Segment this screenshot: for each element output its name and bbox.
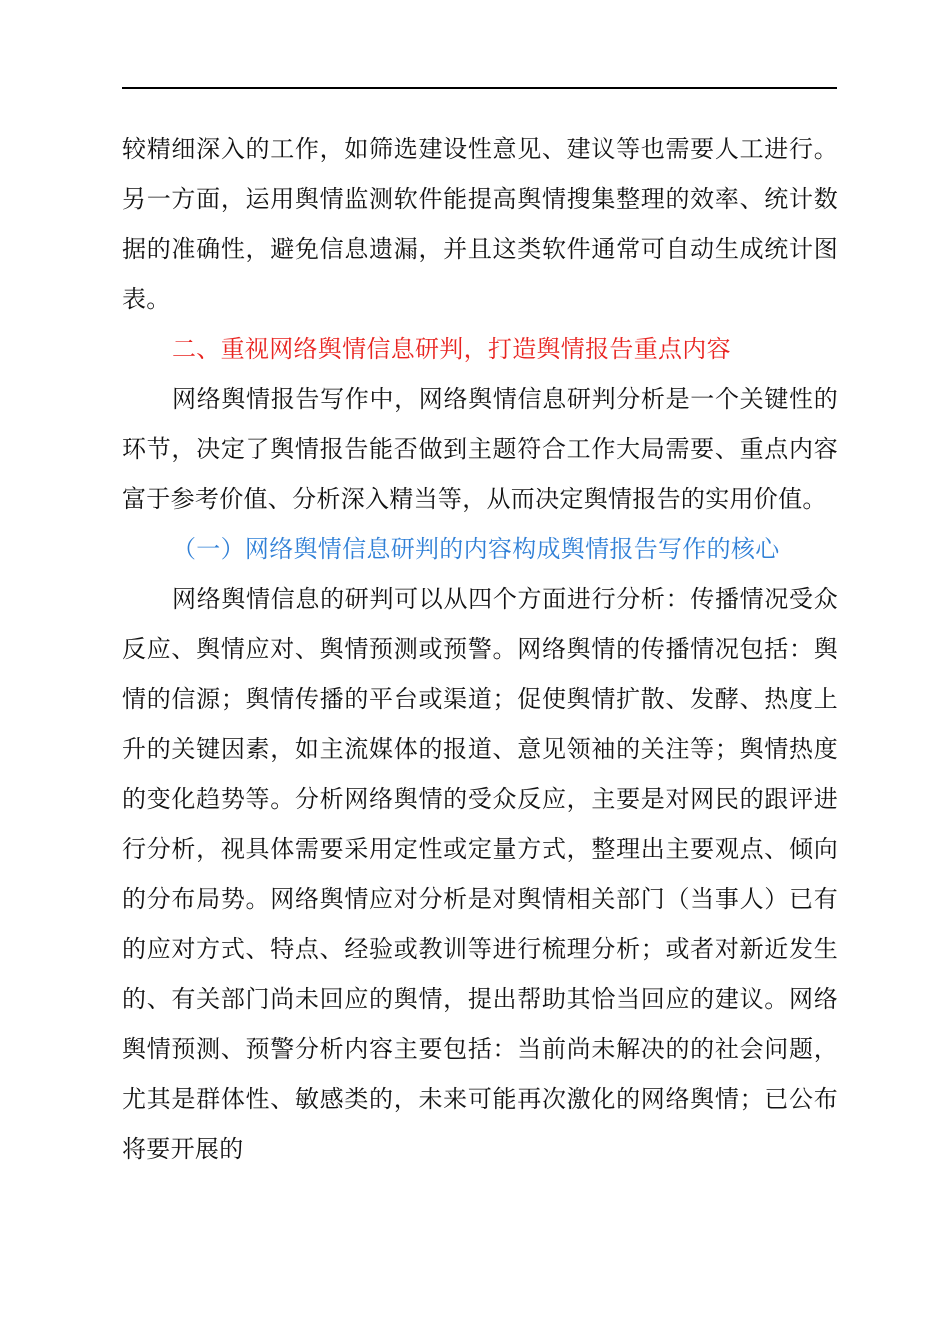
section-heading-2: 二、重视网络舆情信息研判，打造舆情报告重点内容 xyxy=(172,335,731,363)
paragraph-section-2-intro: 网络舆情报告写作中，网络舆情信息研判分析是一个关键性的环节，决定了舆情报告能否做到主题符合工作大局需要、重点内容富于参考价值、分析深入精当等，从而决定舆情报告的实用价值。 xyxy=(122,385,838,513)
document-body xyxy=(122,124,838,1174)
paragraph-subsection-1: 网络舆情信息的研判可以从四个方面进行分析：传播情况受众反应、舆情应对、舆情预测或预警。网络舆情的传播情况包括：舆情的信源；舆情传播的平台或渠道；促使舆情扩散、发酵、热度上升的关键因素，如主流媒体的报道、意见领袖的关注等；舆情热度的变化趋势等。分析网络舆情的受众反应，主要是对网民的跟评进行分析，视具体需要采用定性或定量方式，整理出主要观点、倾向的分布局势。网络舆情应对分析是对舆情相关部门（当事人）已有的应对方式、特点、经验或教训等进行梳理分析；或者对新近发生的、有关部门尚未回应的舆情，提出帮助其恰当回应的建议。网络舆情预测、预警分析内容主要包括：当前尚未解决的的社会问题，尤其是群体性、敏感类的，未来可能再次激化的网络舆情；已公布将要开展的 xyxy=(122,585,838,1163)
subsection-heading-1: （一）网络舆情信息研判的内容构成舆情报告写作的核心 xyxy=(172,535,780,563)
paragraph-continuation: 较精细深入的工作，如筛选建设性意见、建议等也需要人工进行。另一方面，运用舆情监测软件能提高舆情搜集整理的效率、统计数据的准确性，避免信息遗漏，并且这类软件通常可自动生成统计图表。 xyxy=(122,135,838,313)
header-rule xyxy=(122,87,837,89)
